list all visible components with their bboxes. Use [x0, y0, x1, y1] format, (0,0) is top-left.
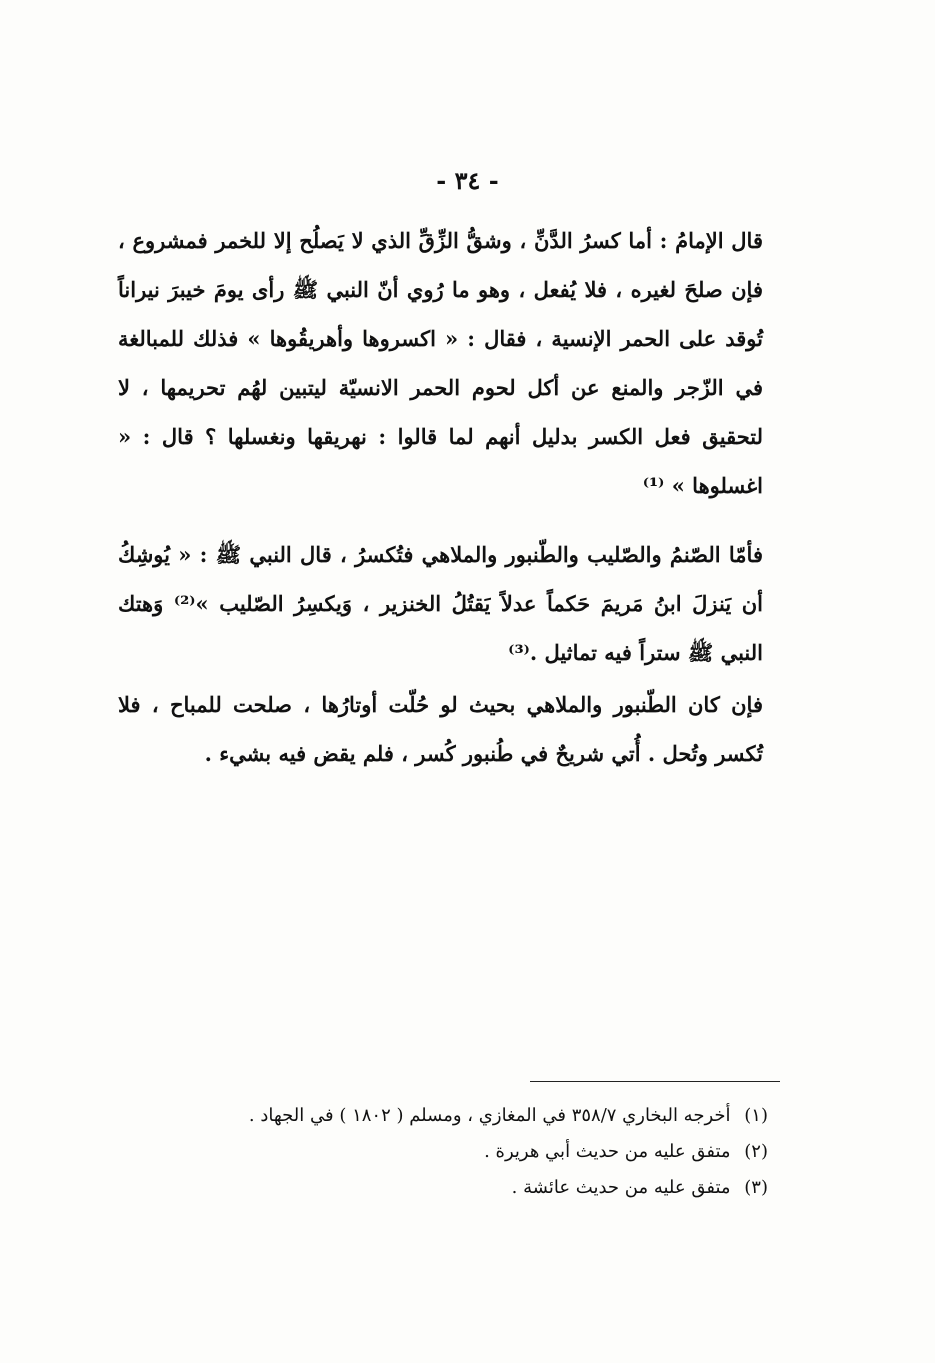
- footnote-2: [118, 1136, 768, 1168]
- body-paragraph-2: [118, 530, 763, 677]
- paragraph-text: فأمّا الصّنمُ والصّليب والطّنبور والملاهي فتُكسرُ ، قال النبي ﷺ : « يُوشِكُ أن يَنزلَ ابنُ مَريمَ حَكماً عدلاً يَقتُلُ الخنزير ، وَيكسِرُ الصّليب »⁽²⁾ وَهتك النبي ﷺ ستراً فيه تماثيل .⁽³⁾: [118, 542, 763, 665]
- footnote-text: متفق عليه من حديث عائشة .: [511, 1177, 731, 1198]
- footnote-number: (٣): [744, 1177, 768, 1198]
- footnotes: [118, 1100, 768, 1208]
- body-paragraph-3: [118, 680, 763, 778]
- paragraph-text: قال الإمامُ : أما كسرُ الدَّنِّ ، وشقُّ الزِّقِّ الذي لا يَصلُح إلا للخمر فمشروع ، فإن صلحَ لغيره ، فلا يُفعل ، وهو ما رُوي أنّ النبي ﷺ رأى يومَ خيبرَ نيراناً تُوقد على الحمر الإنسية ، فقال : « اكسروها وأهريقُوها » فذلك للمبالغة في الزّجر والمنع عن أكل لحوم الحمر الانسيّة ليتبين لهُم تحريمها ، لا لتحقيق فعل الكسر بدليل أنهم لما قالوا : نهريقها ونغسلها ؟ قال : « اغسلوها » ⁽¹⁾: [118, 228, 763, 498]
- footnote-number: (٢): [744, 1141, 768, 1162]
- footnote-number: (١): [744, 1105, 768, 1126]
- page-number: - ٣٤ -: [436, 166, 499, 195]
- body-paragraph-1: [118, 216, 763, 510]
- footnote-1: [118, 1100, 768, 1132]
- footnote-3: [118, 1172, 768, 1204]
- footnote-text: أخرجه البخاري ٣٥٨/٧ في المغازي ، ومسلم ( ١٨٠٢ ) في الجهاد .: [248, 1105, 731, 1126]
- paragraph-text: فإن كان الطّنبور والملاهي بحيث لو حُلّت أوتارُها ، صلحت للمباح ، فلا تُكسر وتُحل . أُتي شريحٌ في طُنبور كُسر ، فلم يقض فيه بشيء .: [118, 692, 763, 766]
- footnote-text: متفق عليه من حديث أبي هريرة .: [484, 1141, 731, 1162]
- footnote-divider: [530, 1081, 780, 1082]
